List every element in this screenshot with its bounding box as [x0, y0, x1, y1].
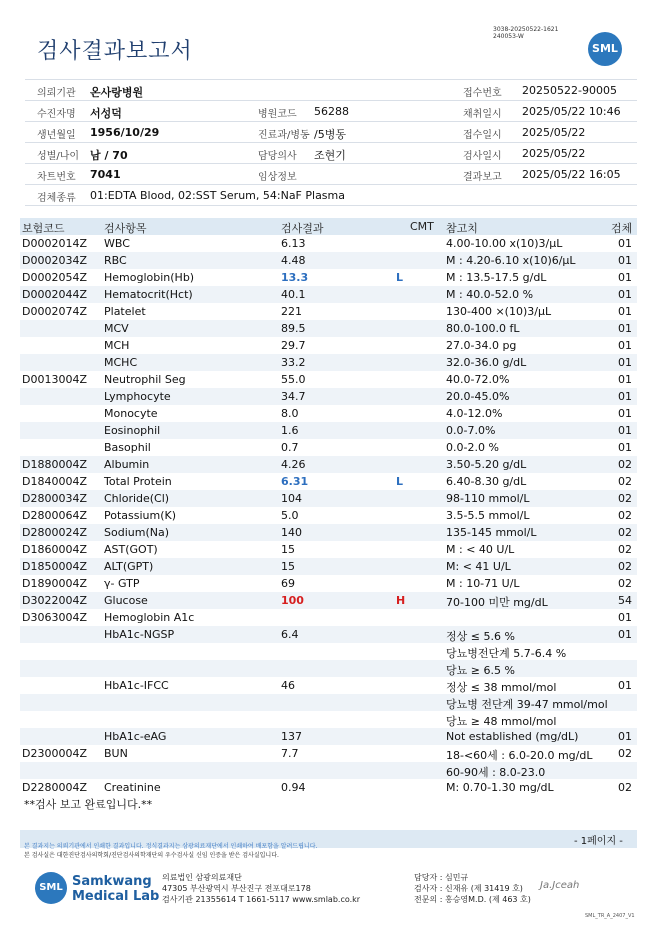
- row-reference: 정상 ≤ 38 mmol/mol: [446, 681, 557, 694]
- table-row: [20, 303, 637, 320]
- report-id: [493, 26, 558, 40]
- row-specimen: 02: [618, 492, 632, 505]
- row-item: Lymphocyte: [104, 390, 171, 403]
- table-row: [20, 541, 637, 558]
- row-specimen: 01: [618, 424, 632, 437]
- row-specimen: 01: [618, 730, 632, 743]
- receipt-no-label: 접수번호: [463, 88, 502, 99]
- row-result: 140: [281, 526, 302, 539]
- page-title: 검사결과보고서: [37, 39, 193, 64]
- table-row: [20, 490, 637, 507]
- footer-brand-line2: Medical Lab: [72, 889, 160, 904]
- table-row: [20, 592, 637, 609]
- row-result: 46: [281, 679, 295, 692]
- doctor-label: 담당의사: [258, 151, 297, 162]
- footnote-accreditation: 본 검사실은 대한진단검사의학회/진단검사의학재단의 우수검사실 신임 인증을 받은 검사실입니다.: [24, 852, 279, 859]
- table-row: [20, 269, 637, 286]
- row-code: D2800034Z: [22, 492, 87, 505]
- footer-address: 47305 부산광역시 부산진구 전포대로178: [162, 884, 311, 893]
- report-complete-text: **검사 보고 완료입니다.**: [24, 798, 153, 811]
- sex-age-label: 성별/나이: [37, 151, 80, 162]
- row-item: Glucose: [104, 594, 148, 607]
- footnote-print-notice: 본 결과지는 의뢰기관에서 인쇄한 결과입니다. 정식결과지는 삼광의료재단에서 인쇄하여 배포함을 알려드립니다.: [24, 843, 318, 850]
- row-reference: 98-110 mmol/L: [446, 492, 530, 505]
- row-flag: H: [396, 594, 406, 607]
- row-specimen: 01: [618, 305, 632, 318]
- row-specimen: 01: [618, 373, 632, 386]
- row-item: Chloride(Cl): [104, 492, 170, 505]
- row-code: D0002034Z: [22, 254, 87, 267]
- report-date-label: 결과보고: [463, 172, 502, 183]
- row-result: 34.7: [281, 390, 306, 403]
- row-reference: 당뇨병 전단계 39-47 mmol/mol: [446, 698, 608, 711]
- footer-staff-specialist: 전문의 : 홍승영M.D. (제 463 호): [414, 895, 531, 904]
- row-specimen: 01: [618, 441, 632, 454]
- footer-staff-tester: 검사자 : 신재유 (제 31419 호): [414, 884, 523, 893]
- row-result: 33.2: [281, 356, 306, 369]
- table-row: [20, 745, 637, 762]
- collect-date-value: 2025/05/22 10:46: [522, 105, 621, 118]
- row-result: 15: [281, 543, 295, 556]
- birth-value: 1956/10/29: [90, 126, 160, 139]
- row-item: ALT(GPT): [104, 560, 154, 573]
- row-code: D1890004Z: [22, 577, 87, 590]
- info-row-1: [25, 79, 637, 100]
- row-specimen: 02: [618, 543, 632, 556]
- row-flag: L: [396, 271, 404, 284]
- row-item: Total Protein: [104, 475, 172, 488]
- header-ref: 참고치: [446, 222, 478, 235]
- row-code: D2300004Z: [22, 747, 87, 760]
- row-reference: 18-<60세 : 6.0-20.0 mg/dL: [446, 749, 593, 762]
- row-reference: M : 13.5-17.5 g/dL: [446, 271, 547, 284]
- row-result: 55.0: [281, 373, 306, 386]
- sex-age-value: 남 / 70: [90, 149, 128, 162]
- row-item: Potassium(K): [104, 509, 177, 522]
- row-item: Eosinophil: [104, 424, 161, 437]
- row-item: Hemoglobin(Hb): [104, 271, 195, 284]
- institution-label: 의뢰기관: [37, 88, 76, 99]
- row-reference: 70-100 미만 mg/dL: [446, 596, 548, 609]
- row-reference: 80.0-100.0 fL: [446, 322, 520, 335]
- row-result: 7.7: [281, 747, 299, 760]
- row-reference: M : 10-71 U/L: [446, 577, 520, 590]
- row-result: 40.1: [281, 288, 306, 301]
- row-code: D1840004Z: [22, 475, 87, 488]
- table-row: [20, 422, 637, 439]
- row-item: HbA1c-eAG: [104, 730, 167, 743]
- info-row-4: [25, 142, 637, 163]
- row-result: 6.4: [281, 628, 299, 641]
- info-row-6: [25, 184, 637, 206]
- row-reference: 40.0-72.0%: [446, 373, 510, 386]
- row-result: 29.7: [281, 339, 306, 352]
- table-row: [20, 473, 637, 490]
- row-item: Neutrophil Seg: [104, 373, 186, 386]
- row-reference: 27.0-34.0 pg: [446, 339, 517, 352]
- row-reference: 4.00-10.00 x(10)3/μL: [446, 237, 563, 250]
- institution-value: 온사랑병원: [90, 86, 144, 99]
- specimen-label: 검체종류: [37, 193, 76, 204]
- row-code: D1860004Z: [22, 543, 87, 556]
- row-result: 0.94: [281, 781, 306, 794]
- row-item: BUN: [104, 747, 128, 760]
- row-specimen: 01: [618, 628, 632, 641]
- row-result: 5.0: [281, 509, 299, 522]
- row-result: 6.31: [281, 475, 309, 488]
- row-result: 89.5: [281, 322, 306, 335]
- info-row-2: [25, 100, 637, 121]
- results-table-header: [20, 218, 637, 235]
- row-specimen: 01: [618, 322, 632, 335]
- row-code: D3063004Z: [22, 611, 87, 624]
- row-item: RBC: [104, 254, 127, 267]
- row-reference: 당뇨 ≥ 6.5 %: [446, 664, 515, 677]
- footer-contact: 검사기관 21355614 T 1661-5117 www.smlab.co.kr: [162, 895, 361, 904]
- row-result: 100: [281, 594, 304, 607]
- row-specimen: 02: [618, 747, 632, 760]
- page-number: - 1페이지 -: [574, 836, 623, 847]
- patient-value: 서성덕: [90, 107, 122, 120]
- table-row: [20, 456, 637, 473]
- row-specimen: 01: [618, 339, 632, 352]
- row-specimen: 01: [618, 271, 632, 284]
- footer-org: 의료법인 삼광의료재단: [162, 873, 242, 882]
- table-row: [20, 320, 637, 337]
- row-item: MCH: [104, 339, 130, 352]
- row-item: Hematocrit(Hct): [104, 288, 193, 301]
- row-specimen: 02: [618, 560, 632, 573]
- row-item: MCV: [104, 322, 129, 335]
- row-item: Hemoglobin A1c: [104, 611, 195, 624]
- row-result: 104: [281, 492, 302, 505]
- row-reference: M : 4.20-6.10 x(10)6/μL: [446, 254, 576, 267]
- row-item: MCHC: [104, 356, 138, 369]
- row-item: AST(GOT): [104, 543, 158, 556]
- row-item: WBC: [104, 237, 130, 250]
- row-result: 4.26: [281, 458, 306, 471]
- row-reference: 당뇨 ≥ 48 mmol/mol: [446, 715, 557, 728]
- collect-date-label: 채취일시: [463, 109, 502, 120]
- table-row: [20, 252, 637, 269]
- dept-label: 진료과/병동: [258, 130, 310, 141]
- table-row: [20, 575, 637, 592]
- row-reference: 6.40-8.30 g/dL: [446, 475, 527, 488]
- row-reference: 4.0-12.0%: [446, 407, 503, 420]
- row-specimen: 01: [618, 611, 632, 624]
- results-table-body: [20, 235, 637, 796]
- row-code: D2800024Z: [22, 526, 87, 539]
- row-specimen: 01: [618, 679, 632, 692]
- row-specimen: 02: [618, 475, 632, 488]
- row-reference: M : 40.0-52.0 %: [446, 288, 534, 301]
- table-row: [20, 609, 637, 626]
- table-row: [20, 286, 637, 303]
- row-specimen: 01: [618, 407, 632, 420]
- clinical-label: 임상정보: [258, 172, 297, 183]
- row-code: D0013004Z: [22, 373, 87, 386]
- row-item: Creatinine: [104, 781, 161, 794]
- dept-value: /5병동: [314, 128, 346, 141]
- row-flag: L: [396, 475, 404, 488]
- row-reference: M: < 41 U/L: [446, 560, 511, 573]
- row-code: D3022004Z: [22, 594, 87, 607]
- row-result: 137: [281, 730, 302, 743]
- row-result: 69: [281, 577, 295, 590]
- table-row: [20, 779, 637, 796]
- row-reference: 정상 ≤ 5.6 %: [446, 630, 515, 643]
- doctor-value: 조현기: [314, 149, 346, 162]
- row-code: D1850004Z: [22, 560, 87, 573]
- table-row: [20, 728, 637, 745]
- row-result: 4.48: [281, 254, 306, 267]
- row-result: 1.6: [281, 424, 299, 437]
- row-result: 8.0: [281, 407, 299, 420]
- table-row: [20, 337, 637, 354]
- table-row: [20, 371, 637, 388]
- info-row-3: [25, 121, 637, 142]
- row-code: D0002074Z: [22, 305, 87, 318]
- table-row: [20, 388, 637, 405]
- specimen-value: 01:EDTA Blood, 02:SST Serum, 54:NaF Plasma: [90, 189, 345, 202]
- row-result: 13.3: [281, 271, 309, 284]
- row-reference: 130-400 ×(10)3/μL: [446, 305, 552, 318]
- sml-logo: SML: [588, 32, 622, 66]
- hospital-code-value: 56288: [314, 105, 349, 118]
- row-reference: 32.0-36.0 g/dL: [446, 356, 527, 369]
- table-row: [20, 626, 637, 643]
- form-version: SML_TR_A_2407_V1: [585, 913, 635, 919]
- row-reference: 3.50-5.20 g/dL: [446, 458, 527, 471]
- row-specimen: 01: [618, 254, 632, 267]
- row-result: 0.7: [281, 441, 299, 454]
- footer-staff-contact: 담당자 : 심민규: [414, 873, 469, 882]
- birth-label: 생년월일: [37, 130, 76, 141]
- row-reference: 60-90세 : 8.0-23.0: [446, 766, 546, 779]
- row-result: 6.13: [281, 237, 306, 250]
- report-id-line2: 240053-W: [493, 33, 524, 40]
- table-row: [20, 524, 637, 541]
- row-specimen: 01: [618, 390, 632, 403]
- receipt-date-value: 2025/05/22: [522, 126, 586, 139]
- row-reference: M: 0.70-1.30 mg/dL: [446, 781, 554, 794]
- row-reference: 0.0-2.0 %: [446, 441, 499, 454]
- row-specimen: 02: [618, 781, 632, 794]
- table-row: [20, 354, 637, 371]
- test-date-label: 검사일시: [463, 151, 502, 162]
- row-reference: 3.5-5.5 mmol/L: [446, 509, 530, 522]
- footer-staff-block: [414, 872, 531, 905]
- row-reference: 0.0-7.0%: [446, 424, 496, 437]
- table-row: [20, 507, 637, 524]
- row-reference: 135-145 mmol/L: [446, 526, 537, 539]
- hospital-code-label: 병원코드: [258, 109, 297, 120]
- row-result: 15: [281, 560, 295, 573]
- row-code: D0002054Z: [22, 271, 87, 284]
- row-code: D0002044Z: [22, 288, 87, 301]
- footer-logo: SML: [35, 872, 67, 904]
- header-result: 검사결과: [281, 222, 324, 235]
- row-reference: 당뇨병전단계 5.7-6.4 %: [446, 647, 567, 660]
- row-code: D2280004Z: [22, 781, 87, 794]
- header-code: 보험코드: [22, 222, 65, 235]
- row-item: HbA1c-NGSP: [104, 628, 175, 641]
- receipt-no-value: 20250522-90005: [522, 84, 617, 97]
- signature: Ja.Jceah: [540, 880, 580, 891]
- row-specimen: 54: [618, 594, 632, 607]
- header-cmt: CMT: [410, 220, 434, 233]
- table-row: [20, 762, 637, 779]
- row-specimen: 01: [618, 237, 632, 250]
- chart-value: 7041: [90, 168, 121, 181]
- footer-brand: [72, 874, 159, 904]
- row-specimen: 02: [618, 458, 632, 471]
- row-specimen: 01: [618, 288, 632, 301]
- table-row: [20, 694, 637, 711]
- table-row: [20, 660, 637, 677]
- row-code: D2800064Z: [22, 509, 87, 522]
- row-specimen: 02: [618, 509, 632, 522]
- row-result: 221: [281, 305, 302, 318]
- table-row: [20, 677, 637, 694]
- table-row: [20, 711, 637, 728]
- table-row: [20, 643, 637, 660]
- footer-address-block: [162, 872, 360, 905]
- row-item: Monocyte: [104, 407, 158, 420]
- patient-label: 수진자명: [37, 109, 76, 120]
- receipt-date-label: 접수일시: [463, 130, 502, 141]
- table-row: [20, 439, 637, 456]
- footer-brand-line1: Samkwang: [72, 874, 152, 889]
- row-specimen: 02: [618, 526, 632, 539]
- row-reference: Not established (mg/dL): [446, 730, 579, 743]
- row-item: HbA1c-IFCC: [104, 679, 169, 692]
- test-date-value: 2025/05/22: [522, 147, 586, 160]
- row-specimen: 01: [618, 356, 632, 369]
- report-date-value: 2025/05/22 16:05: [522, 168, 621, 181]
- row-item: Albumin: [104, 458, 150, 471]
- report-id-line1: 3038-20250522-1621: [493, 26, 559, 33]
- row-reference: 20.0-45.0%: [446, 390, 510, 403]
- row-specimen: 02: [618, 577, 632, 590]
- row-code: D0002014Z: [22, 237, 87, 250]
- table-row: [20, 235, 637, 252]
- row-reference: M : < 40 U/L: [446, 543, 515, 556]
- row-item: Platelet: [104, 305, 146, 318]
- row-item: γ- GTP: [104, 577, 140, 590]
- table-row: [20, 405, 637, 422]
- header-spec: 검체: [611, 222, 633, 235]
- row-item: Basophil: [104, 441, 151, 454]
- table-row: [20, 558, 637, 575]
- info-row-5: [25, 163, 637, 184]
- row-item: Sodium(Na): [104, 526, 169, 539]
- header-item: 검사항목: [104, 222, 147, 235]
- chart-label: 차트번호: [37, 172, 76, 183]
- row-code: D1880004Z: [22, 458, 87, 471]
